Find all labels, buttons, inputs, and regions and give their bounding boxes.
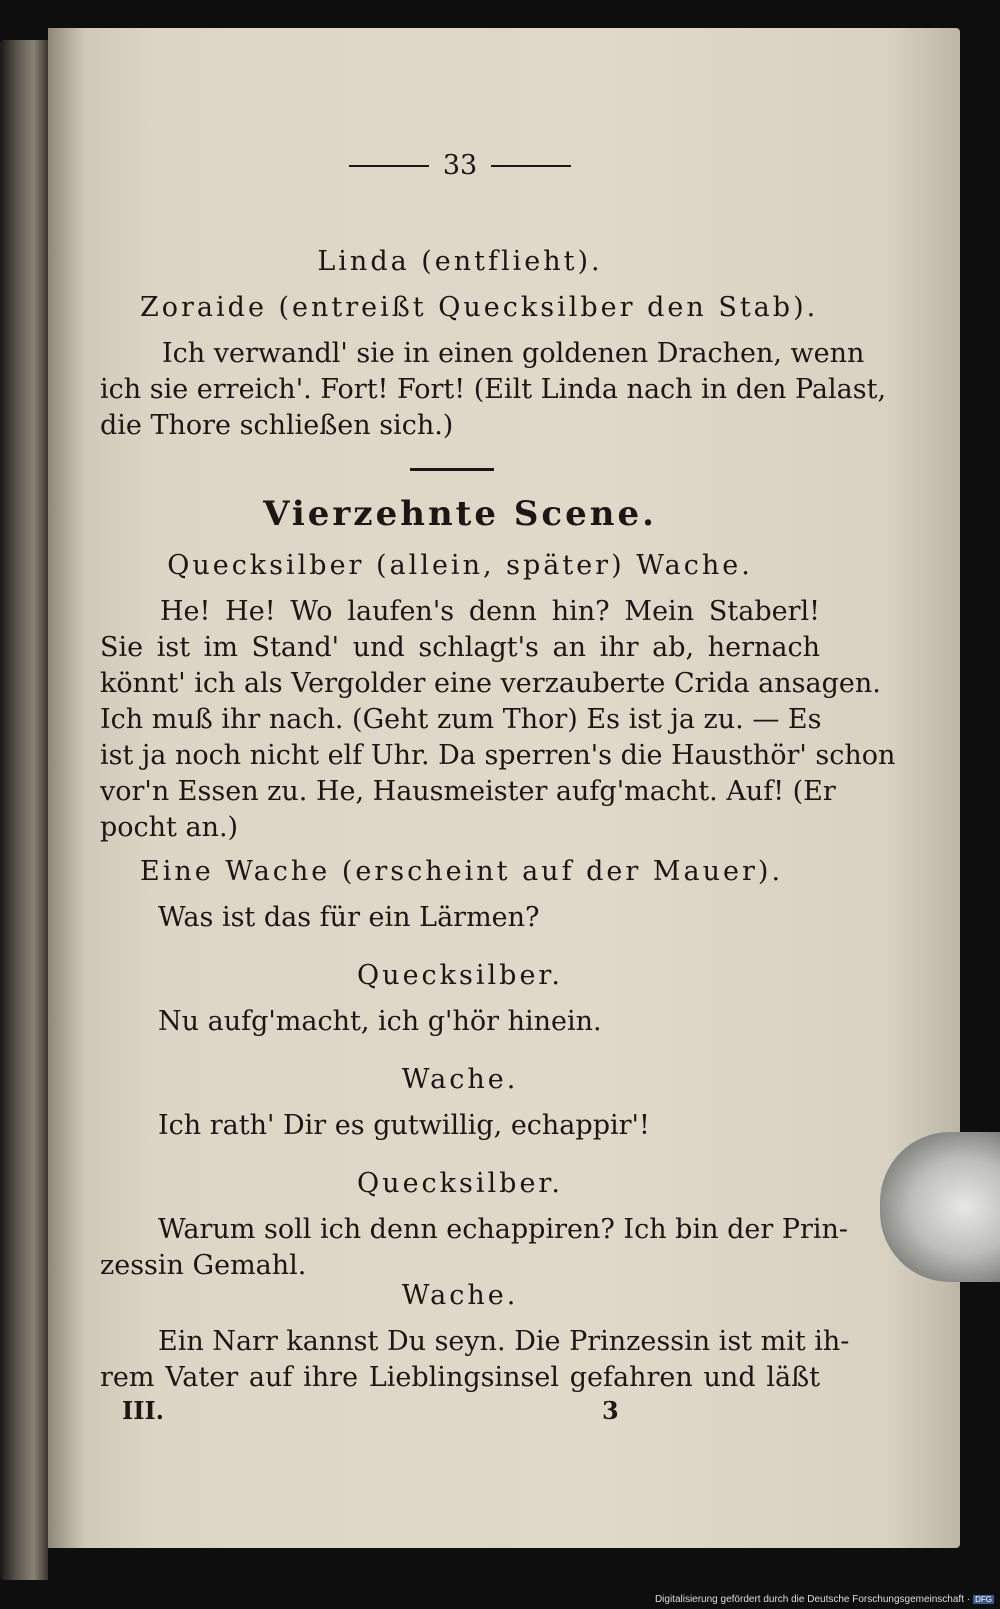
dfg-badge: DFG <box>975 1595 992 1604</box>
speaker-line: Wache. <box>401 1280 519 1311</box>
text-line: pocht an.) <box>100 812 239 843</box>
text-line: ist ja noch nicht elf Uhr. Da sperren's die Hausthör' schon <box>100 740 896 771</box>
digitization-credit <box>655 1594 994 1605</box>
speaker-line: Quecksilber. <box>357 1168 563 1199</box>
speaker-line: Linda (entflieht). <box>317 246 603 277</box>
speaker-line: Quecksilber (allein, später) Wache. <box>167 550 753 581</box>
page-clip <box>880 1132 1000 1282</box>
text-line: rem Vater auf ihre Lieblingsinsel gefahren und läßt <box>100 1362 820 1393</box>
page-text <box>100 28 896 1548</box>
text-line: Was ist das für ein Lärmen? <box>158 902 540 933</box>
speaker-line: Quecksilber. <box>357 960 563 991</box>
page-number: 33 <box>442 150 478 181</box>
scene-title: Vierzehnte Scene. <box>263 494 657 534</box>
text-line: vor'n Essen zu. He, Hausmeister aufg'macht. Auf! (Er <box>100 776 836 807</box>
gathering-number: 3 <box>602 1396 619 1425</box>
credit-text: Digitalisierung gefördert durch die Deutsche Forschungsgemeinschaft · <box>654 1594 971 1605</box>
text-line: Ich rath' Dir es gutwillig, echappir'! <box>158 1110 650 1141</box>
text-line: Nu aufg'macht, ich g'hör hinein. <box>158 1006 602 1037</box>
book-spine <box>0 40 48 1580</box>
speaker-line: Wache. <box>401 1064 519 1095</box>
text-line: könnt' ich als Vergolder eine verzauberte Crida ansagen. <box>100 668 881 699</box>
text-line: Warum soll ich denn echappiren? Ich bin der Prin- <box>158 1214 849 1245</box>
scene-separator <box>410 468 494 471</box>
text-line: die Thore schließen sich.) <box>100 410 454 441</box>
header-rule-right <box>491 165 571 167</box>
text-line: Ich verwandl' sie in einen goldenen Drachen, wenn <box>162 338 865 369</box>
text-line: ich sie erreich'. Fort! Fort! (Eilt Linda nach in den Palast, <box>100 374 887 405</box>
speaker-line: Eine Wache (erscheint auf der Mauer). <box>140 856 784 887</box>
text-line: He! He! Wo laufen's denn hin? Mein Staberl! <box>160 596 820 627</box>
text-line: Ich muß ihr nach. (Geht zum Thor) Es ist ja zu. — Es <box>100 704 822 735</box>
text-line: Sie ist im Stand' und schlagt's an ihr ab, hernach <box>100 632 820 663</box>
speaker-line: Zoraide (entreißt Quecksilber den Stab). <box>140 292 819 323</box>
signature-mark: III. <box>122 1396 165 1425</box>
text-line: zessin Gemahl. <box>100 1250 307 1281</box>
header-rule-left <box>349 165 429 167</box>
page-header <box>140 148 780 184</box>
text-line: Ein Narr kannst Du seyn. Die Prinzessin ist mit ih- <box>158 1326 850 1357</box>
